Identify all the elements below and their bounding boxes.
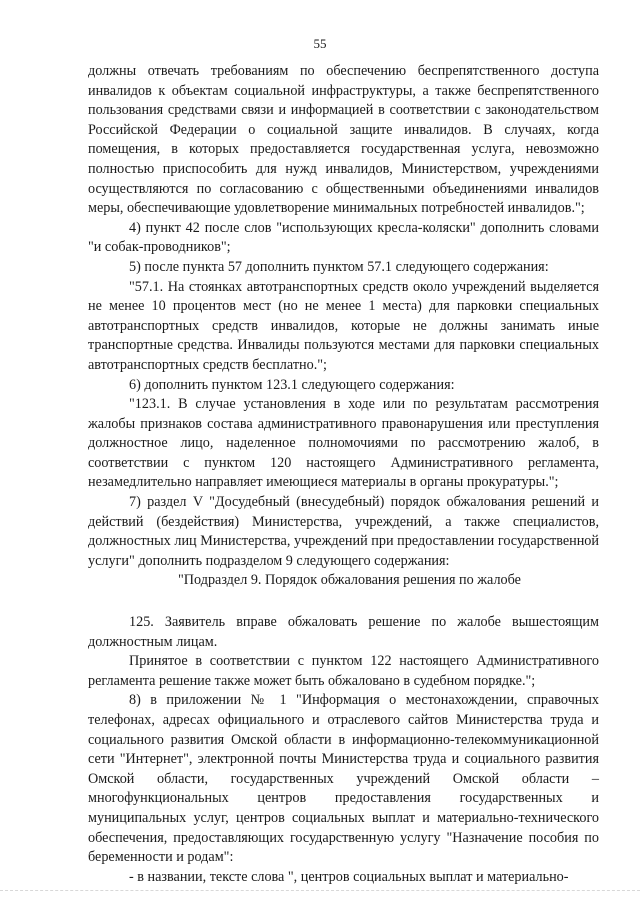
page-number: 55 (313, 36, 327, 51)
paragraph-decision-appeal: Принятое в соответствии с пунктом 122 настоящего Административного регламента решение также может быть обжаловано в судебном порядке."; (88, 653, 599, 689)
subsection-heading: "Подраздел 9. Порядок обжалования решения по жалобе (178, 572, 521, 589)
paragraph-clause-125: 125. Заявитель вправе обжаловать решение по жалобе вышестоящим должностным лицам. (88, 614, 599, 650)
paragraph-item-5: 5) после пункта 57 дополнить пунктом 57.1 следующего содержания: (129, 258, 549, 275)
paragraph-item-7: 7) раздел V "Досудебный (внесудебный) порядок обжалования решений и действий (бездействия) Министерства, учреждений, а также специалистов, должностных лиц Министерства, учреждений при предоставлении государственной услуги" дополнить подразделом 9 следующего содержания: (88, 494, 599, 569)
paragraph-clause-123-1: "123.1. В случае установления в ходе или по результатам рассмотрения жалобы признаков состава административного правонарушения или преступления должностное лицо, наделенное полномочиями по рассмотрению жалоб, в соответствии с пунктом 120 настоящего Административного регламента, незамедлительно направляет имеющиеся материалы в органы прокуратуры."; (88, 396, 599, 491)
paragraph-item-6: 6) дополнить пунктом 123.1 следующего содержания: (129, 376, 455, 393)
paragraph-continuation: должны отвечать требованиям по обеспечению беспрепятственного доступа инвалидов к объектам социальной инфраструктуры, а также беспрепятственного пользования средствами связи и информацией в соответствии с законодательством Российской Федерации о социальной защите инвалидов. В случаях, когда помещения, в которых предоставляется государственная услуга, невозможно полностью приспособить для нужд инвалидов, Министерством, учреждениями осуществляются по согласованию с общественными объединениями инвалидов меры, обеспечивающие удовлетворение минимальных потребностей инвалидов."; (88, 63, 599, 217)
paragraph-item-4: 4) пункт 42 после слов "использующих кресла-коляски" дополнить словами "и собак-проводников"; (88, 219, 599, 256)
paragraph-bullet: - в названии, тексте слова ", центров социальных выплат и материально- (129, 868, 569, 885)
document-body (88, 62, 599, 887)
paragraph-item-8: 8) в приложении № 1 "Информация о местонахождении, справочных телефонах, адресах официального и отраслевого сайтов Министерства труда и социального развития Омской области в информационно-телекоммуникационной сети "Интернет", электронной почты Министерства труда и социального развития Омской области, государственных учреждений Омской области – многофункциональных центров предоставления государственных и муниципальных услуг, центров социальных выплат и материально-технического обеспечения, предоставляющих государственную услугу "Назначение пособия по беременности и родам": (88, 692, 599, 866)
page-bottom-rule (0, 890, 640, 891)
paragraph-clause-57-1: "57.1. На стоянках автотранспортных средств около учреждений выделяется не менее 10 процентов мест (но не менее 1 места) для парковки специальных автотранспортных средств инвалидов, которые не должны занимать иные транспортные средства. Инвалиды пользуются местами для парковки специальных автотранспортных средств бесплатно."; (88, 278, 599, 373)
